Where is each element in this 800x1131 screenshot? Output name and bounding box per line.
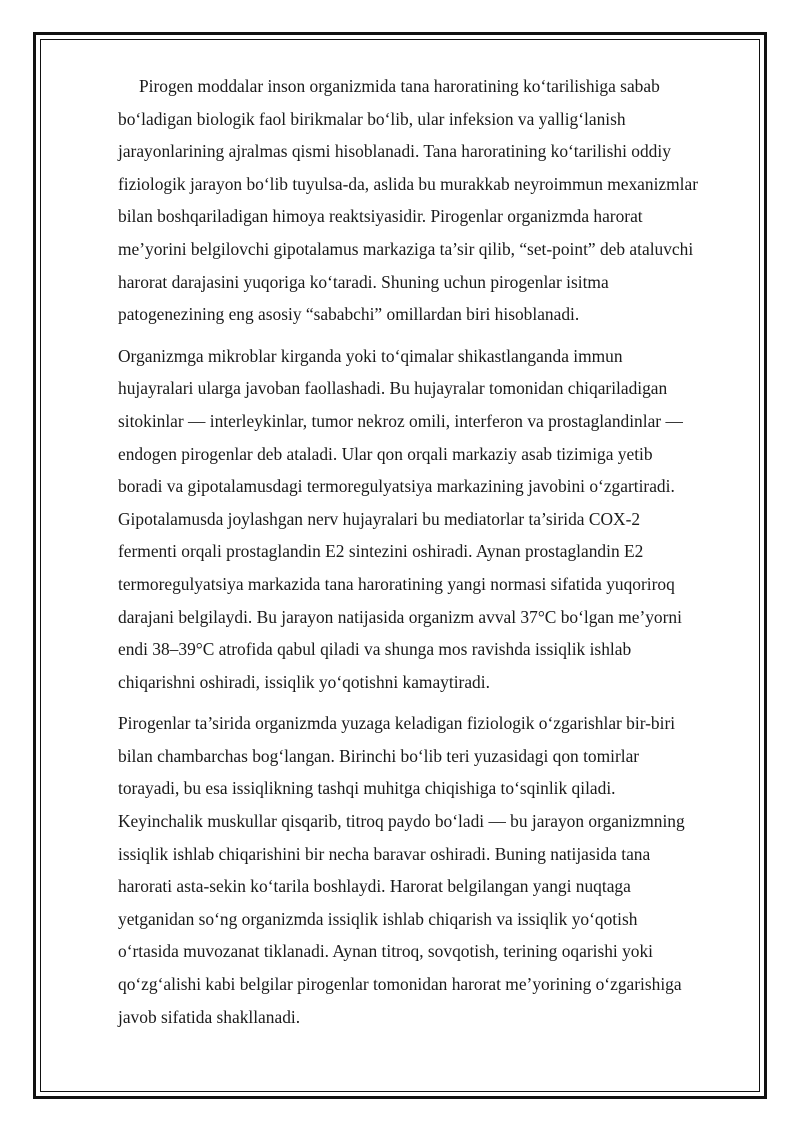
text-line: o‘rtasida muvozanat tiklanadi. Aynan titroq, sovqotish, terining oqarishi yoki bbox=[118, 941, 654, 962]
text-line: sitokinlar — interleykinlar, tumor nekroz omili, interferon va prostaglandinlar — bbox=[118, 410, 683, 431]
text-line: javob sifatida shakllanadi. bbox=[118, 1006, 301, 1027]
text-line: jarayonlarining ajralmas qismi hisoblanadi. Tana haroratining ko‘tarilishi oddiy bbox=[118, 141, 671, 162]
document-body bbox=[118, 70, 732, 1042]
paragraph-2 bbox=[118, 340, 732, 699]
text-line: bilan boshqariladigan himoya reaktsiyasidir. Pirogenlar organizmda harorat bbox=[118, 206, 643, 227]
text-line: darajani belgilaydi. Bu jarayon natijasida organizm avval 37°C bo‘lgan me’yorni bbox=[118, 606, 682, 627]
text-line: harorati asta-sekin ko‘tarila boshlaydi. Harorat belgilangan yangi nuqtaga bbox=[118, 876, 631, 897]
text-line: yetganidan so‘ng organizmda issiqlik ishlab chiqarish va issiqlik yo‘qotish bbox=[118, 908, 638, 929]
paragraph-1 bbox=[118, 70, 732, 331]
text-line: Pirogenlar ta’sirida organizmda yuzaga keladigan fiziologik o‘zgarishlar bir-biri bbox=[118, 713, 676, 734]
text-line: me’yorini belgilovchi gipotalamus markaziga ta’sir qilib, “set-point” deb ataluvchi bbox=[118, 238, 694, 259]
text-line: hujayralari ularga javoban faollashadi. Bu hujayralar tomonidan chiqariladigan bbox=[118, 378, 668, 399]
text-line: Pirogen moddalar inson organizmida tana haroratining ko‘tarilishiga sabab bbox=[139, 76, 660, 96]
text-line: qo‘zg‘alishi kabi belgilar pirogenlar tomonidan harorat me’yorining o‘zgarishiga bbox=[118, 974, 682, 995]
text-line: termoregulyatsiya markazida tana haroratining yangi normasi sifatida yuqoriroq bbox=[118, 573, 675, 594]
text-line: issiqlik ishlab chiqarishini bir necha baravar oshiradi. Buning natijasida tana bbox=[118, 843, 651, 864]
text-line: bo‘ladigan biologik faol birikmalar bo‘lib, ular infeksion va yallig‘lanish bbox=[118, 108, 626, 129]
text-line: bilan chambarchas bog‘langan. Birinchi bo‘lib teri yuzasidagi qon tomirlar bbox=[118, 745, 640, 766]
text-line: endogen pirogenlar deb ataladi. Ular qon orqali markaziy asab tizimiga yetib bbox=[118, 443, 653, 464]
text-line: boradi va gipotalamusdagi termoregulyatsiya markazining javobini o‘zgartiradi. bbox=[118, 476, 675, 497]
text-line: patogenezining eng asosiy “sababchi” omillardan biri hisoblanadi. bbox=[118, 304, 580, 325]
text-line: fermenti orqali prostaglandin E2 sintezini oshiradi. Aynan prostaglandin E2 bbox=[118, 541, 644, 562]
text-line: torayadi, bu esa issiqlikning tashqi muhitga chiqishiga to‘sqinlik qiladi. bbox=[118, 778, 616, 799]
text-line: Gipotalamusda joylashgan nerv hujayralari bu mediatorlar ta’sirida COX-2 bbox=[118, 508, 641, 529]
text-line: Keyinchalik muskullar qisqarib, titroq paydo bo‘ladi — bu jarayon organizmning bbox=[118, 811, 685, 832]
text-line: harorat darajasini yuqoriga ko‘taradi. Shuning uchun pirogenlar isitma bbox=[118, 271, 609, 292]
text-line: chiqarishni oshiradi, issiqlik yo‘qotishni kamaytiradi. bbox=[118, 671, 490, 692]
text-line: fiziologik jarayon bo‘lib tuyulsa-da, aslida bu murakkab neyroimmun mexanizmlar bbox=[118, 173, 699, 194]
paragraph-3 bbox=[118, 707, 732, 1033]
text-line: Organizmga mikroblar kirganda yoki to‘qimalar shikastlanganda immun bbox=[118, 345, 623, 366]
text-line: endi 38–39°C atrofida qabul qiladi va shunga mos ravishda issiqlik ishlab bbox=[118, 639, 632, 660]
